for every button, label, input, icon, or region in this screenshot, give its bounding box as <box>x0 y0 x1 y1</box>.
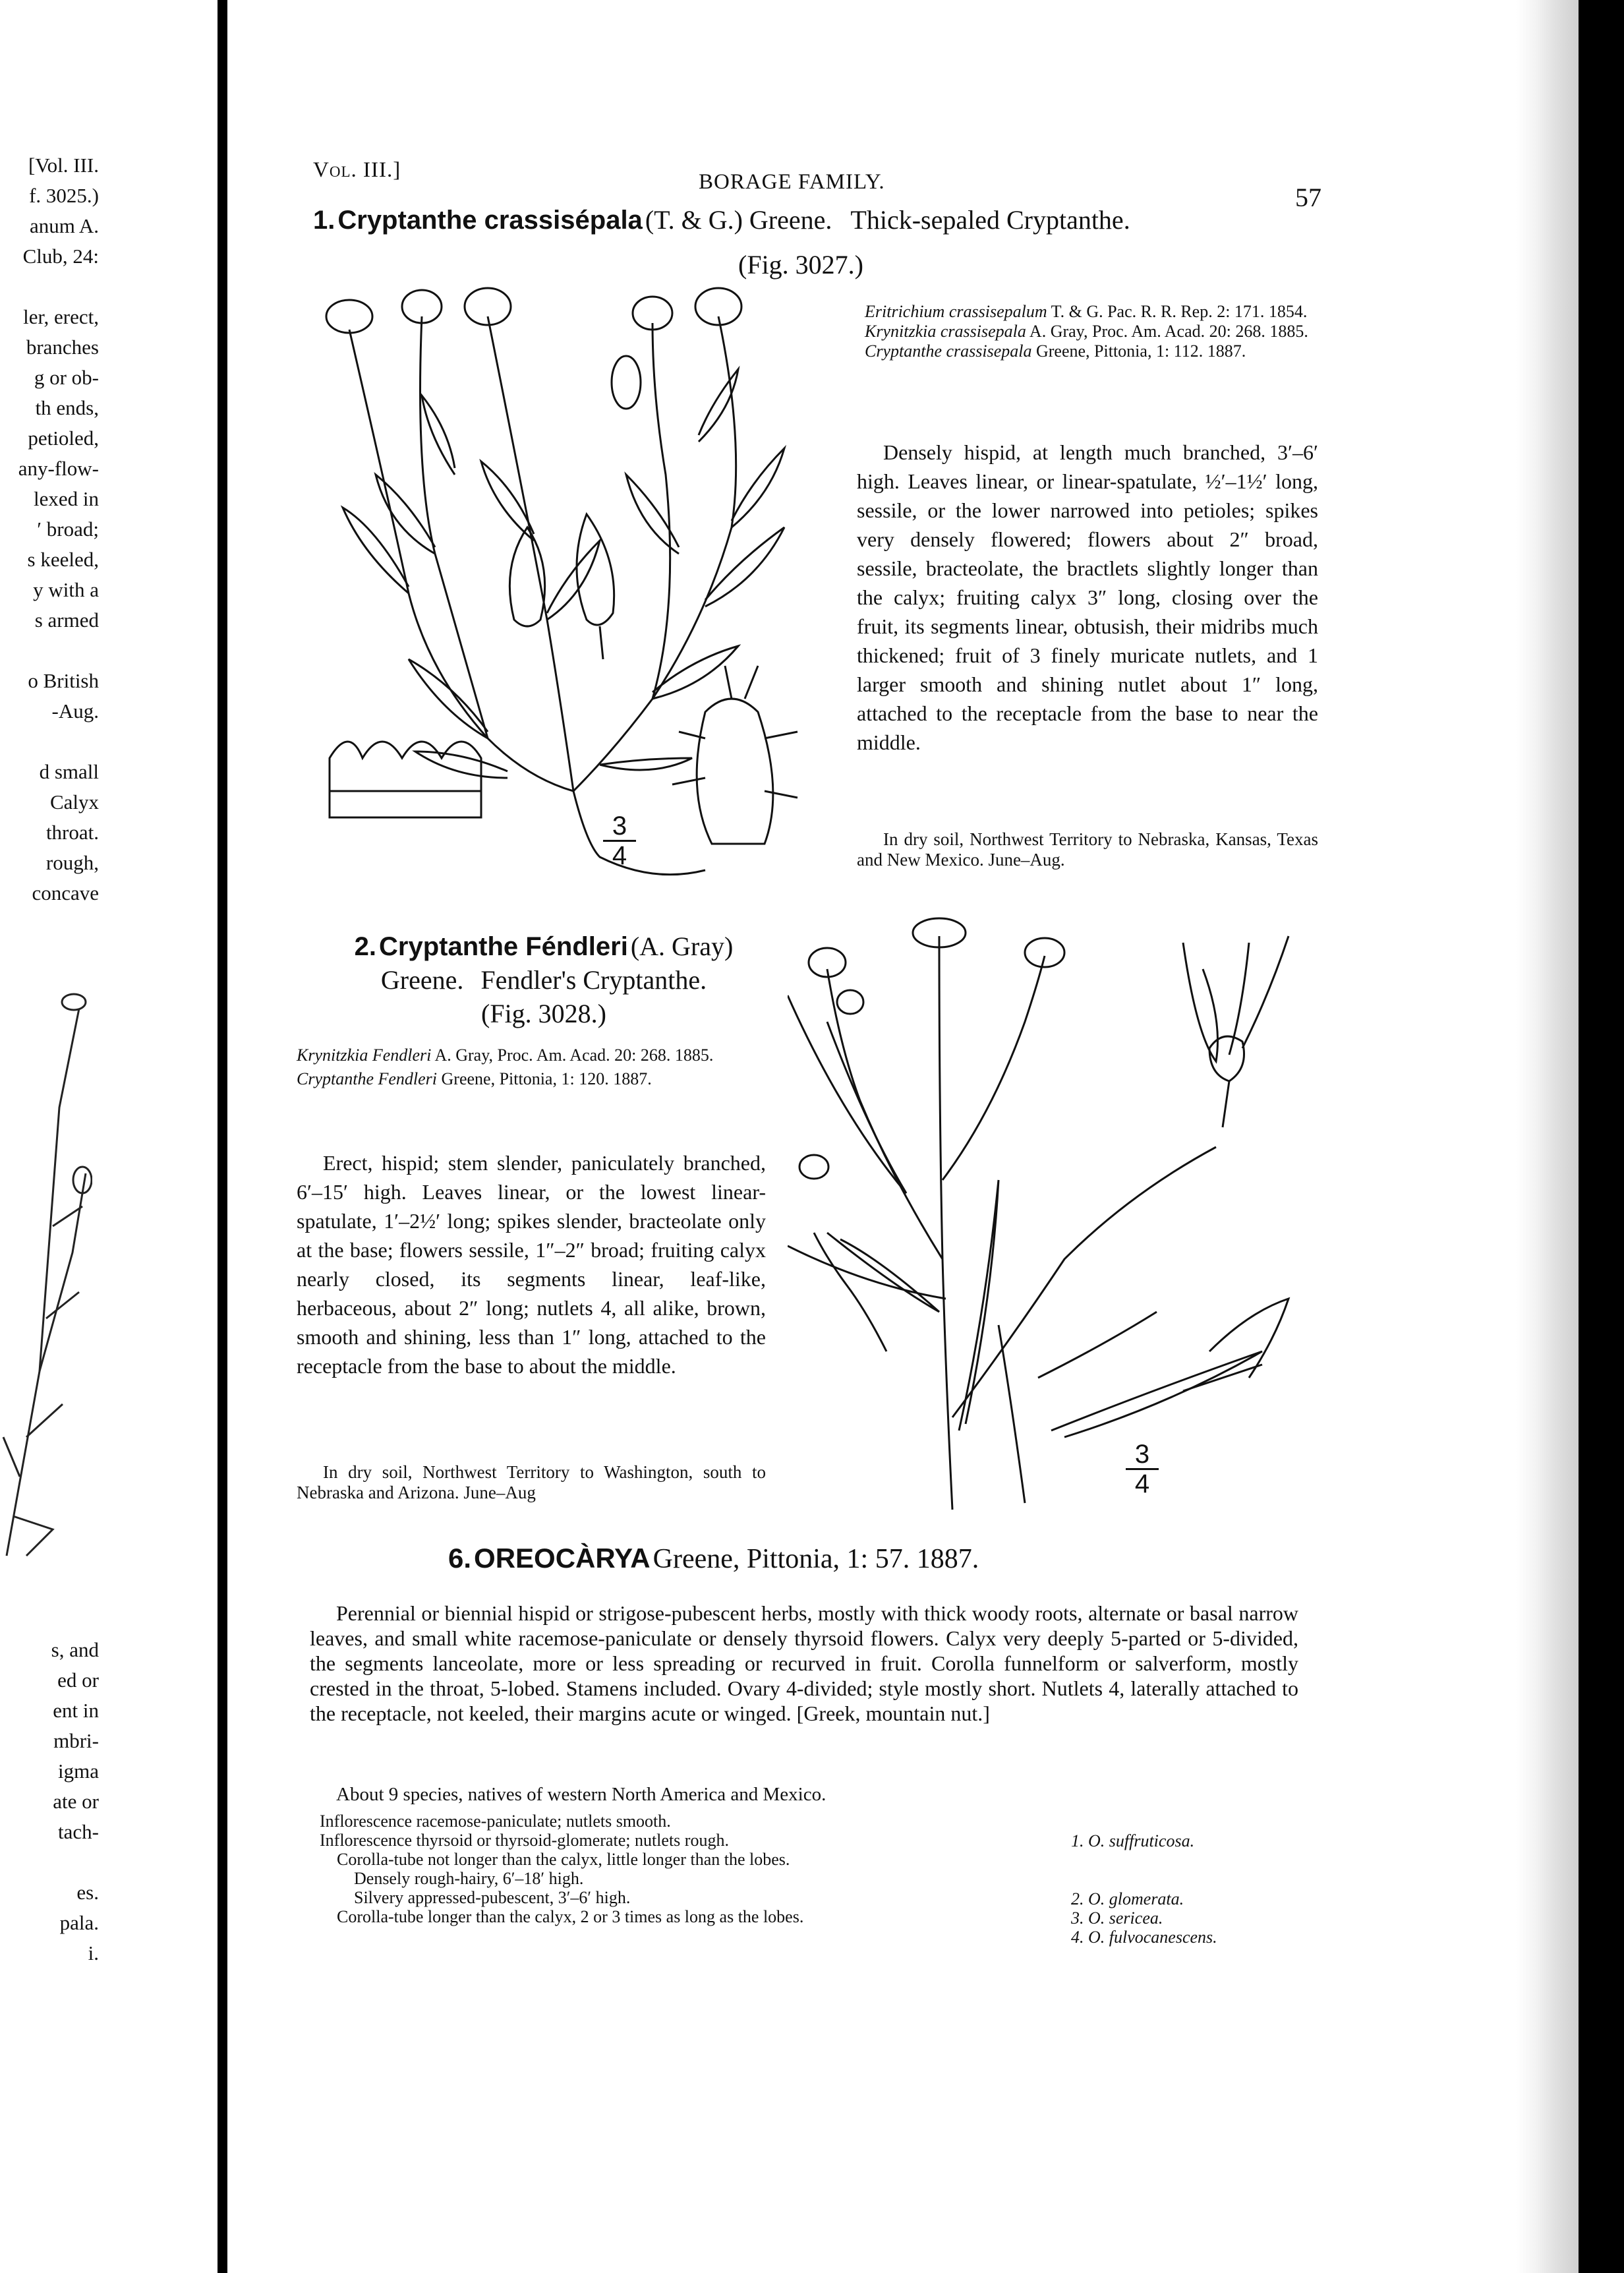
species1-synonyms <box>865 302 1339 361</box>
left-page-line: concave <box>32 881 99 904</box>
left-page-line: s, and <box>51 1638 99 1661</box>
species2-synonym: Cryptanthe Fendleri Greene, Pittonia, 1: 120. 1887. <box>297 1069 652 1088</box>
species1-scale-numerator: 3 <box>612 812 627 841</box>
left-facing-page <box>0 0 218 2273</box>
left-page-line: ′ broad; <box>37 517 99 541</box>
species2-scale <box>1126 1440 1159 1498</box>
key-result: 1. O. suffruticosa. <box>1071 1831 1195 1850</box>
left-page-line: tach- <box>58 1820 99 1843</box>
left-page-line: s keeled, <box>27 548 99 571</box>
species1-synonym: Cryptanthe crassisepala Greene, Pittonia, 1: 112. 1887. <box>865 341 1246 361</box>
left-page-line: lexed in <box>34 487 99 510</box>
genus-authority: Greene, Pittonia, 1: 57. 1887. <box>652 1544 979 1574</box>
species1-habitat: In dry soil, Northwest Territory to Nebraska, Kansas, Texas and New Mexico. June–Aug. <box>857 829 1318 870</box>
left-page-line: -Aug. <box>51 699 99 723</box>
genus-heading <box>448 1543 979 1575</box>
species1-scale <box>603 812 636 870</box>
left-page-line: y with a <box>33 578 99 601</box>
genus-species-count: About 9 species, natives of western North America and Mexico. <box>336 1784 826 1805</box>
left-page-line: rough, <box>45 851 99 874</box>
left-page-line: s armed <box>34 608 99 632</box>
header-family: BORAGE FAMILY. <box>699 170 885 194</box>
left-page-line: d small <box>39 760 99 783</box>
species2-name: Cryptanthe Féndleri <box>379 932 628 961</box>
species1-common-name: Thick-sepaled Cryptanthe. <box>850 205 1130 235</box>
species2-common-name: Fendler's Cryptanthe. <box>480 965 707 995</box>
left-page-line: ed or <box>57 1668 99 1692</box>
left-page-line: ate or <box>53 1790 99 1813</box>
species2-scale-denominator: 4 <box>1126 1468 1159 1498</box>
left-page-line: anum A. <box>29 214 99 237</box>
left-page-line: any-flow- <box>18 457 99 480</box>
left-page-line: pala. <box>59 1911 99 1934</box>
genus-description: Perennial or biennial hispid or strigose-pubescent herbs, mostly with thick woody roots, alternate or basal narrow leaves, and small white racemose-paniculate or densely thyrsoid flowers. Calyx very deeply 5-parted or 5-divided, the segments lanceolate, more or less spreading or recurved in fruit. Corolla funnelform or salverform, mostly crested in the throat, 5-lobed. Stamens included. Ovary 4-divided; style mostly short. Nutlets 4, laterally attached to the receptacle, not keeled, their margins acute or winged. [Greek, mountain nut.] <box>310 1601 1298 1725</box>
key-row: Densely rough-hairy, 6′–18′ high. <box>354 1869 584 1888</box>
key-result: 2. O. glomerata. <box>1071 1889 1184 1908</box>
species1-fig: (Fig. 3027.) <box>738 250 863 280</box>
species2-authority-line2: Greene. <box>380 965 464 995</box>
species2-fig: (Fig. 3028.) <box>481 999 606 1028</box>
left-page-line: es. <box>76 1881 99 1904</box>
species2-number: 2. <box>354 932 376 961</box>
species1-authority: (T. & G.) Greene. <box>645 205 832 235</box>
left-page-line: petioled, <box>28 427 99 450</box>
left-page-line: mbri- <box>53 1729 99 1752</box>
species2-illustration <box>788 916 1308 1513</box>
header-volume: Vol. III.] <box>313 158 401 182</box>
genus-name: OREOCÀRYA <box>474 1543 651 1574</box>
key-row: Silvery appressed-pubescent, 3′–6′ high. <box>354 1888 631 1907</box>
left-page-plant-illustration <box>0 976 92 1569</box>
key-row: Corolla-tube longer than the calyx, 2 or 3 times as long as the lobes. <box>337 1907 804 1926</box>
species1-description: Densely hispid, at length much branched, 3′–6′ high. Leaves linear, or linear-spatulate, ½′–1½′ long, sessile, or the lower narrowed into petioles; spikes very densely flowered; flowers about 2″ broad, sessile, bracteolate, the bractlets slightly longer than the calyx; fruiting calyx 3″ long, closing over the fruit, its segments linear, obtusish, their midribs much thickened; fruit of 3 finely muricate nutlets, and 1 larger smooth and shining nutlet about 1″ long, attached to the receptacle from the base to near the middle. <box>857 440 1318 754</box>
left-page-line: igma <box>58 1759 99 1783</box>
species2-description: Erect, hispid; stem slender, paniculately branched, 6′–15′ high. Leaves linear, or the lowest linear-spatulate, 1′–2½′ long; spikes slender, bracteolate only at the base; flowers sessile, 1″–2″ broad; fruiting calyx nearly closed, its segments linear, leaf-like, herbaceous, about 2″ long; nutlets 4, all alike, brown, smooth and shining, less than 1″ long, attached to the receptacle from the base to about the middle. <box>297 1151 766 1378</box>
left-page-line: o British <box>28 669 99 692</box>
species2-synonym: Krynitzkia Fendleri A. Gray, Proc. Am. Acad. 20: 268. 1885. <box>297 1046 714 1065</box>
left-page-line: i. <box>88 1941 99 1964</box>
page-number: 57 <box>1295 183 1321 212</box>
species1-scale-denominator: 4 <box>603 840 636 870</box>
left-page-line: Calyx <box>49 790 99 813</box>
species1-illustration <box>310 277 863 883</box>
left-page-line: Club, 24: <box>22 245 99 268</box>
species1-number: 1. <box>313 206 335 235</box>
species2-scale-numerator: 3 <box>1134 1440 1150 1469</box>
left-page-line: ler, erect, <box>23 305 99 328</box>
page-edge-shadow <box>1516 0 1579 2273</box>
right-black-border <box>1579 0 1624 2273</box>
left-page-line: throat. <box>45 821 99 844</box>
genus-number: 6. <box>448 1543 472 1574</box>
species1-synonym: Eritrichium crassisepalum T. & G. Pac. R. R. Rep. 2: 171. 1854. <box>865 302 1308 321</box>
key-row: Inflorescence thyrsoid or thyrsoid-glomerate; nutlets rough. <box>320 1831 729 1850</box>
key-result: 3. O. sericea. <box>1071 1908 1163 1928</box>
left-page-line: [Vol. III. <box>28 154 99 177</box>
species2-habitat: In dry soil, Northwest Territory to Washington, south to Nebraska and Arizona. June–Aug <box>297 1462 766 1502</box>
left-page-line: branches <box>26 336 99 359</box>
left-page-line: th ends, <box>35 396 99 419</box>
key-result: 4. O. fulvocanescens. <box>1071 1928 1217 1947</box>
species1-synonym: Krynitzkia crassisepala A. Gray, Proc. Am. Acad. 20: 268. 1885. <box>865 322 1308 341</box>
species2-authority-line1: (A. Gray) <box>630 931 734 961</box>
species2-title <box>297 931 791 1029</box>
species1-title <box>313 204 1328 235</box>
left-page-line: ent in <box>53 1699 99 1722</box>
left-page-line: f. 3025.) <box>29 184 99 207</box>
species2-synonyms <box>297 1046 771 1089</box>
key-row: Inflorescence racemose-paniculate; nutlets smooth. <box>320 1812 671 1831</box>
left-page-line: g or ob- <box>34 366 99 389</box>
key-row: Corolla-tube not longer than the calyx, little longer than the lobes. <box>337 1850 790 1869</box>
species1-name: Cryptanthe crassisépala <box>337 206 643 235</box>
